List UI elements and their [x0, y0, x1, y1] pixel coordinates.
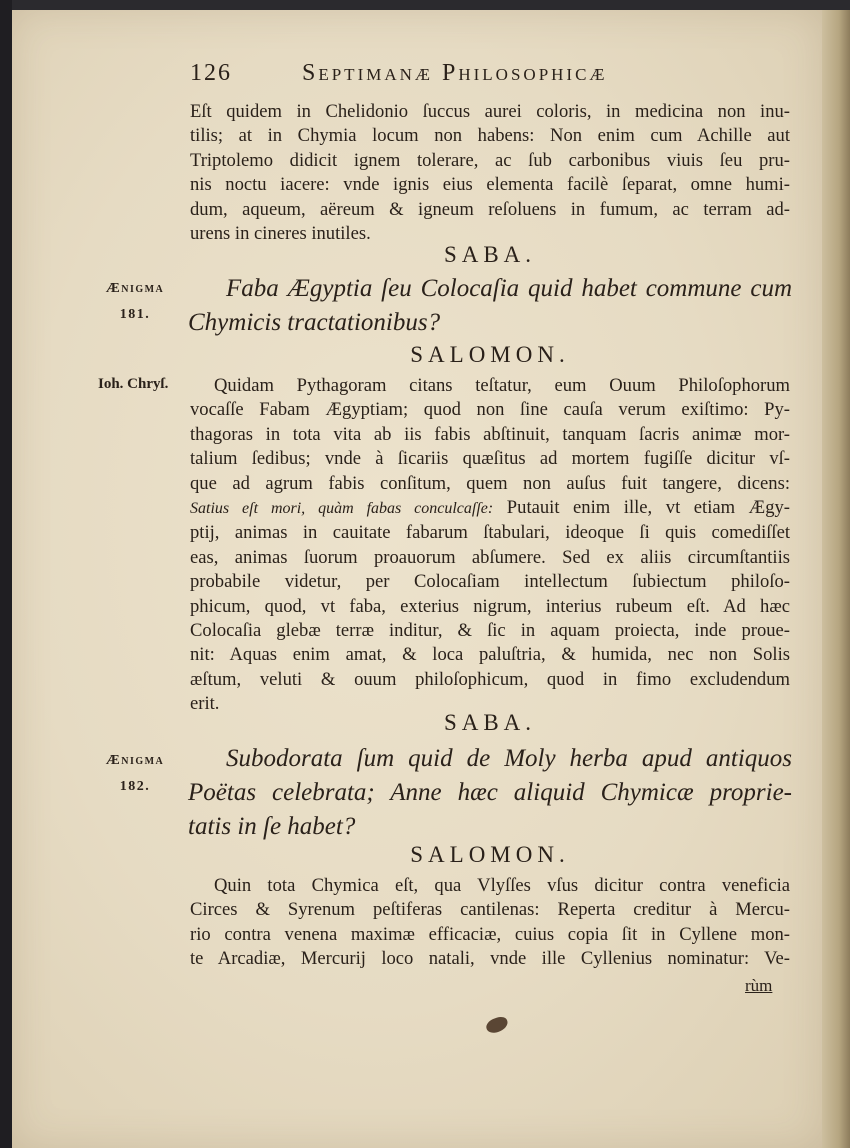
- text-line: talium ſedibus; vnde à ſicariis quæſitus ad mortem fugiſſe dicitur vſ-: [190, 448, 790, 470]
- text-line: phicum, quod, vt faba, exterius nigrum, interius rubeum eſt. Ad hæc: [190, 595, 790, 617]
- text-line: vocaſſe Fabam Ægyptiam; quod non ſine cauſa verum exiſtimo: Py-: [190, 399, 790, 421]
- aenigma-label: Ænigma: [105, 753, 165, 768]
- text-line-quote: [190, 496, 790, 521]
- question-line: tatis in ſe habet?: [188, 813, 356, 840]
- page-number: 126: [190, 60, 232, 86]
- text-line: ptij, animas in cauitate fabarum ſtabulari, ideoque ſi quis comediſſet: [190, 522, 790, 544]
- quote-continuation: Putauit enim ille, vt etiam Ægy-: [493, 497, 790, 519]
- text-line: erit.: [190, 693, 220, 715]
- text-line: dum, aqueum, aëreum & igneum reſoluens in fumum, ac terram ad-: [190, 198, 790, 220]
- ink-blot: [484, 1015, 509, 1035]
- speaker-saba: SABA.: [443, 242, 537, 267]
- text-line: tilis; at in Chymia locum non habens: Non enim cum Achille aut: [190, 125, 790, 147]
- catchword: rùm: [745, 976, 773, 995]
- aenigma-181-note: [90, 276, 180, 328]
- scan-edge: [0, 0, 12, 1148]
- paragraph-moly: [190, 874, 790, 972]
- speaker-salomon: SALOMON.: [410, 342, 570, 367]
- pythagoras-quote: Satius eſt mori, quàm fabas conculcaſſe:: [190, 500, 494, 518]
- text-line: eas, animas ſuorum proauorum abſumere. Sed ex aliis circumſtantiis: [190, 546, 790, 568]
- speaker-salomon: SALOMON.: [410, 842, 570, 867]
- aenigma-number: 181.: [119, 307, 151, 322]
- page-header: [190, 60, 790, 94]
- question-line: Poëtas celebrata; Anne hæc aliquid Chymicæ proprie-: [188, 779, 792, 806]
- question-line: Subodorata ſum quid de Moly herba apud antiquos: [226, 745, 792, 772]
- text-line: te Arcadiæ, Mercurij loco natali, vnde ille Cyllenius nominatur: Ve-: [190, 948, 790, 970]
- text-line: nis noctu iacere: vnde ignis eius elementa facilè ſeparat, omne humi-: [190, 174, 790, 196]
- text-line: æſtum, veluti & ouum philoſophicum, quod in fimo excludendum: [190, 668, 790, 690]
- text-line: Quidam Pythagoram citans teſtatur, eum Ouum Philoſophorum: [214, 375, 790, 396]
- text-line: Colocaſia glebæ terræ inditur, & ſic in aquam proiecta, inde proue-: [190, 620, 790, 642]
- paragraph-pythagoras: [190, 374, 790, 717]
- question-181: [188, 272, 792, 340]
- book-spine-edge: [822, 10, 850, 1148]
- text-line: Circes & Syrenum peſtiferas cantilenas: Reperta creditur à Mercu-: [190, 899, 790, 921]
- text-line: que ad agrum fabis conſitum, quem non auſus fuit tangere, dicens:: [190, 472, 790, 494]
- aenigma-number: 182.: [119, 779, 151, 794]
- book-page: [12, 10, 822, 1148]
- speaker-saba: SABA.: [443, 710, 537, 735]
- text-line: nit: Aquas enim amat, & loca paluſtria, & humida, nec non Solis: [190, 644, 790, 666]
- question-182: [188, 742, 792, 844]
- text-line: probabile videtur, per Colocaſiam intellectum ſubiectum philoſo-: [190, 571, 790, 593]
- text-line: Quin tota Chymica eſt, qua Vlyſſes vſus dicitur contra veneficia: [214, 875, 790, 896]
- paragraph-chelidonium: [190, 100, 790, 246]
- text-line: thagoras in tota vita ab iis fabis abſtinuit, tanquam ſacris animæ mor-: [190, 423, 790, 445]
- text-line: Eſt quidem in Chelidonio ſuccus aurei coloris, in medicina non inu-: [190, 101, 790, 122]
- question-line: Chymicis tractationibus?: [188, 309, 441, 336]
- text-line: urens in cineres inutiles.: [190, 223, 371, 245]
- margin-reference: Ioh. Chryſ.: [98, 376, 169, 392]
- aenigma-label: Ænigma: [105, 281, 165, 296]
- running-title: Septimanæ Philosophicæ: [302, 60, 608, 86]
- text-line: rio contra venena maximæ efficaciæ, cuius copia ſit in Cyllene mon-: [190, 923, 790, 945]
- text-line: Triptolemo didicit ignem tolerare, ac ſub carbonibus viuis ſeu pru-: [190, 149, 790, 171]
- aenigma-182-note: [90, 748, 180, 800]
- question-line: Faba Ægyptia ſeu Colocaſia quid habet commune cum: [226, 275, 792, 302]
